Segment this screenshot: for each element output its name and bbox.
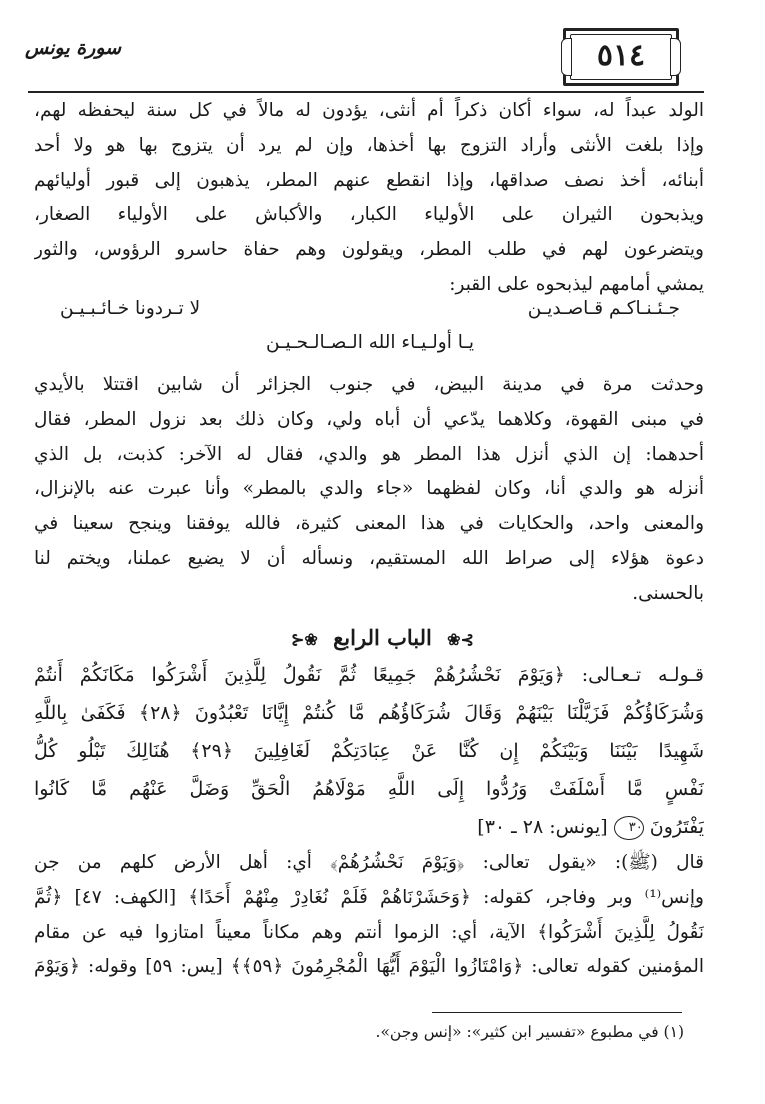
- chapter-title: الباب الرابع: [333, 625, 432, 650]
- verse-line: وَشُرَكَاؤُكُمْ فَزَيَّلْنَا بَيْنَهُمْ وَقَالَ شُرَكَاؤُهُم مَّا كُنتُمْ إِيَّانَا تَعْبُدُونَ ﴿٢٨﴾ فَكَفَىٰ بِاللَّهِ: [34, 702, 704, 724]
- text-line: دعوة هؤلاء إلى صراط الله المستقيم، ونسأله أن لا يضيع عملنا، ويختم لنا: [34, 547, 704, 569]
- verse-line: قـولـه تـعـالى: ﴿وَيَوْمَ نَحْشُرُهُمْ جَمِيعًا ثُمَّ نَقُولُ لِلَّذِينَ أَشْرَكُوا مَكَانَكُمْ أَنتُمْ: [34, 664, 704, 686]
- poem: [60, 292, 680, 360]
- text-line: ويذبحون الثيران على الأولياء الكبار، والأكباش على الأولياء الصغار،: [34, 204, 704, 226]
- ornament-icon: ⊱❀: [447, 630, 474, 649]
- verse-line: شَهِيدًا بَيْنَنَا وَبَيْنَكُمْ إِن كُنَّا عَنْ عِبَادَتِكُمْ لَغَافِلِينَ ﴿٢٩﴾ هُنَالِكَ تَبْلُو كُلُّ: [34, 740, 704, 762]
- poem-hemistich-right: جـئـنـاكـم قـاصـديـن: [527, 298, 680, 319]
- text-line: وحدثت مرة في مدينة البيض، في جنوب الجزائر أن شابين اقتتلا بالأيدي: [34, 374, 704, 395]
- text-line: أبنائه، أخذ نصف صداقها، وإذا انقطع عنهم المطر، يذهبون إلى قبور أوليائهم: [34, 169, 704, 191]
- paragraph-1: [34, 94, 704, 303]
- text-line: والمعنى واحد، والحكايات في هذا المعنى كثيرة، فالله يوفقنا وينجح سعينا في: [34, 513, 704, 535]
- commentary: [34, 846, 704, 985]
- paragraph-2: [34, 368, 704, 612]
- verse-final-word: يَفْتَرُونَ: [649, 816, 704, 838]
- page-number: ٥١٤: [596, 38, 646, 73]
- verse-line-final: [34, 808, 704, 846]
- text-line: بالحسنى.: [632, 582, 704, 604]
- text-line: أحدهما: إن الذي أنزل هذا المطر هو والدي، فقال له الآخر: كذبت، بل الذي: [34, 443, 704, 465]
- surah-title: سورة يونس: [25, 37, 122, 59]
- text-line: نَقُولُ لِلَّذِينَ أَشْرَكُوا﴾ الآية، أي: الزموا أنتم وهم مكاناً معيناً امتازوا فيه عن مقام: [34, 921, 704, 943]
- ayah-number-marker: ٣٠: [614, 816, 644, 840]
- quran-passage: [34, 656, 704, 846]
- poem-center-line: يـا أولـيـاء الله الـصـالـحـيـن: [266, 332, 474, 353]
- text-line: يمشي أمامهم ليذبحوه على القبر:: [449, 273, 704, 295]
- text-line: المؤمنين كقوله تعالى: ﴿وَامْتَازُوا الْيَوْمَ أَيُّهَا الْمُجْرِمُونَ ﴿٥٩﴾﴾ [يس: ٥٩] وقوله: ﴿وَيَوْمَ: [34, 956, 704, 978]
- footnote-number: (١): [663, 1023, 684, 1041]
- text-line: وإذا بلغت الأنثى وأراد التزوج بها أخذها، وإن لم يرد أن يتزوج بها هو ولا أحد: [34, 134, 704, 156]
- text-line: قال (ﷺ): «يقول تعالى: ﴿وَيَوْمَ نَحْشُرُهُمْ﴾ أي: أهل الأرض كلهم من جن: [34, 852, 704, 873]
- chapter-heading: [0, 620, 765, 658]
- text-line: وإنس⁽¹⁾ وبر وفاجر، كقوله: ﴿وَحَشَرْنَاهُمْ فَلَمْ نُغَادِرْ مِنْهُمْ أَحَدًا﴾ [الكهف: ٤٧] ﴿ثُمَّ: [34, 886, 704, 908]
- text-line: الولد عبداً له، سواء أكان ذكراً أم أنثى، يؤدون له مالاً في كل سنة ليحفظه لهم،: [34, 100, 704, 121]
- text-line: في مبنى القهوة، وكلاهما يدّعي أن أباه ولي، وكان ذلك بعد نزول المطر، فقال: [34, 408, 704, 430]
- footnote-rule: [432, 1012, 682, 1013]
- footnote-text: في مطبوع «تفسير ابن كثير»: «إنس وجن».: [375, 1023, 659, 1041]
- page-number-frame: [563, 28, 679, 86]
- poem-hemistich-left: لا تـردونا خـائـبـيـن: [60, 298, 201, 319]
- footnote: [34, 1018, 684, 1046]
- verse-line: نَفْسٍ مَّا أَسْلَفَتْ وَرُدُّوا إِلَى اللَّهِ مَوْلَاهُمُ الْحَقِّ وَضَلَّ عَنْهُم مَّا كَانُوا: [34, 778, 704, 800]
- verse-reference: [يونس: ٢٨ ـ ٣٠]: [477, 816, 608, 838]
- poem-verse: [60, 292, 680, 326]
- text-line: أنزله هو والدي أنا، وكان لفظهما «جاء والدي بالمطر» وأنا عبرت عنه بالإنزال،: [34, 478, 704, 500]
- text-line: ويتضرعون لهم في طلب المطر، ويقولون وهم حفاة حاسرو الرؤوس، والثور: [34, 239, 704, 261]
- header-rule: [28, 91, 704, 93]
- ornament-icon: ❀⊰: [291, 630, 318, 649]
